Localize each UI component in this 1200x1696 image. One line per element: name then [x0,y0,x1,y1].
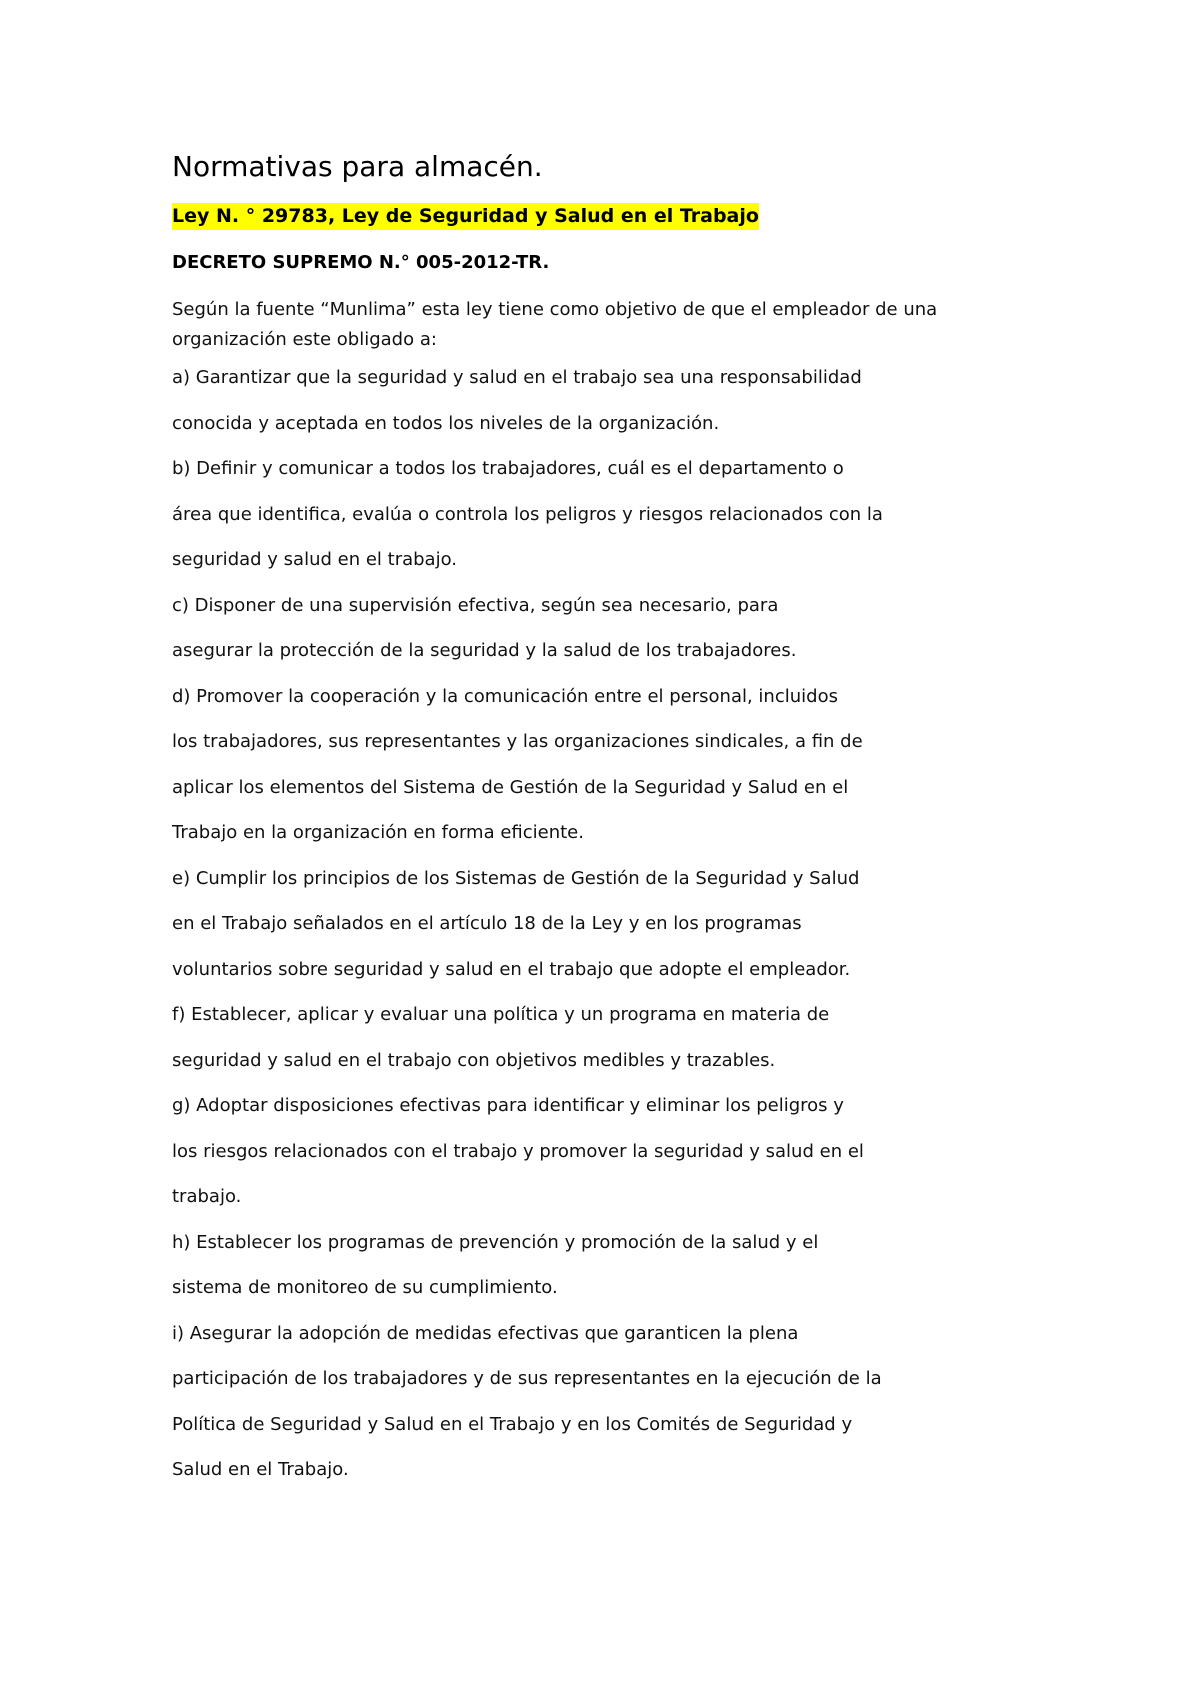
list-item-line: sistema de monitoreo de su cumplimiento. [172,1277,558,1298]
list-item-line: participación de los trabajadores y de sus representantes en la ejecución de la [172,1368,882,1389]
list-item-line: e) Cumplir los principios de los Sistemas de Gestión de la Seguridad y Salud [172,867,860,889]
intro-line: Según la fuente “Munlima” esta ley tiene como objetivo de que el empleador de una [172,299,938,320]
list-item-line: a) Garantizar que la seguridad y salud en el trabajo sea una responsabilidad [172,367,862,388]
list-item-line: conocida y aceptada en todos los niveles de la organización. [172,412,720,434]
list-item-line: en el Trabajo señalados en el artículo 18 de la Ley y en los programas [172,913,802,934]
list-item-line: Trabajo en la organización en forma eficiente. [172,822,584,843]
list-item-line: c) Disponer de una supervisión efectiva, según sea necesario, para [172,594,779,616]
list-item-line: asegurar la protección de la seguridad y la salud de los trabajadores. [172,640,797,661]
obligations-list [172,363,992,1501]
law-reference-highlight: Ley N. ° 29783, Ley de Seguridad y Salud en el Trabajo [172,203,759,230]
list-item-line: los trabajadores, sus representantes y las organizaciones sindicales, a fin de [172,731,863,752]
list-item-line: Salud en el Trabajo. [172,1459,349,1480]
list-item-line: área que identifica, evalúa o controla los peligros y riesgos relacionados con la [172,503,883,525]
list-item-line: Política de Seguridad y Salud en el Trabajo y en los Comités de Seguridad y [172,1413,853,1435]
list-item-line: los riesgos relacionados con el trabajo y promover la seguridad y salud en el [172,1140,864,1162]
list-item-line: i) Asegurar la adopción de medidas efectivas que garanticen la plena [172,1322,799,1344]
list-item-line: aplicar los elementos del Sistema de Gestión de la Seguridad y Salud en el [172,776,849,798]
intro-paragraph [172,295,992,355]
list-item-line: seguridad y salud en el trabajo con objetivos medibles y trazables. [172,1049,776,1071]
decree-heading: DECRETO SUPREMO N.° 005-2012-TR. [172,252,550,273]
list-item-line: d) Promover la cooperación y la comunicación entre el personal, incluidos [172,685,838,707]
list-item-line: h) Establecer los programas de prevención y promoción de la salud y el [172,1231,819,1253]
list-item-line: voluntarios sobre seguridad y salud en el trabajo que adopte el empleador. [172,958,851,980]
list-item-line: f) Establecer, aplicar y evaluar una política y un programa en materia de [172,1004,830,1025]
page-title: Normativas para almacén. [172,150,543,183]
list-item-line: g) Adoptar disposiciones efectivas para identificar y eliminar los peligros y [172,1095,844,1116]
document-body [172,150,992,1501]
intro-line: organización este obligado a: [172,329,437,350]
list-item-line: b) Definir y comunicar a todos los trabajadores, cuál es el departamento o [172,458,844,479]
list-item-line: seguridad y salud en el trabajo. [172,549,457,570]
law-reference [172,201,992,231]
list-item-line: trabajo. [172,1186,242,1207]
